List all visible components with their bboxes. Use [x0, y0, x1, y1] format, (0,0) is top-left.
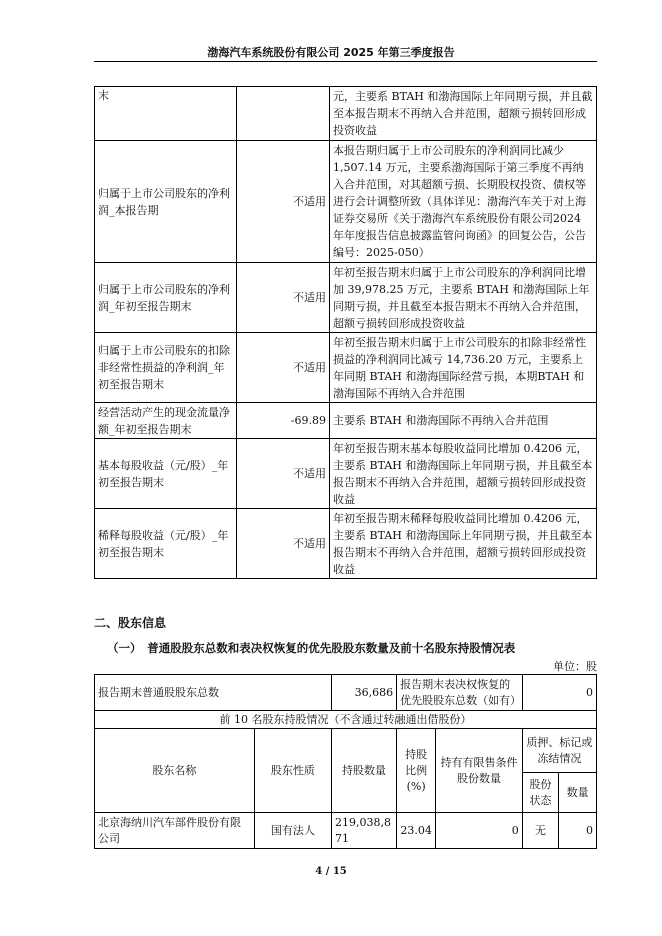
table-row — [95, 813, 597, 849]
item-cell: 末 — [95, 87, 237, 141]
col-header-restricted: 持有有限售条件股份数量 — [436, 729, 522, 813]
holder-name: 北京海纳川汽车部件股份有限公司 — [95, 813, 255, 849]
amount-cell: 不适用 — [237, 439, 330, 509]
reason-cell: 年初至报告期末归属于上市公司股东的扣除非经常性损益的净利润同比减亏 14,736.20 万元，主要系上年同期 BTAH 和渤海国际经营亏损，本期BTAH 和渤海国际不再纳入合并范围 — [330, 333, 597, 403]
table-row — [95, 333, 597, 403]
reason-cell: 年初至报告期末归属于上市公司股东的净利润同比增加 39,978.25 万元，主要系 BTAH 和渤海国际上年同期亏损，并且截至本报告期末不再纳入合并范围，超额亏损转回形成投资收益 — [330, 263, 597, 333]
report-header: 渤海汽车系统股份有限公司 2025 年第三季度报告 — [207, 46, 455, 59]
holder-shares: 219,038,871 — [332, 813, 397, 849]
item-cell: 归属于上市公司股东的净利润_年初至报告期末 — [95, 263, 237, 333]
total-holders-value: 36,686 — [332, 675, 397, 711]
reason-cell: 主要系 BTAH 和渤海国际不再纳入合并范围 — [330, 403, 597, 439]
total-holders-label: 报告期末普通股股东总数 — [95, 675, 332, 711]
col-header-pledge: 质押、标记或冻结情况 — [522, 729, 596, 773]
reason-cell: 本报告期归属于上市公司股东的净利润同比减少1,507.14 万元，主要系渤海国际于第三季度不再纳入合并范围，对其超额亏损、长期股权投资、债权等进行会计调整所致（具体详见：渤海汽车关于对上海证券交易所《关于渤海汽车系统股份有限公司2024 年年度报告信息披露监管问询函》的回复公告，公告编号：2025-050） — [330, 141, 597, 263]
col-header-shares: 持股数量 — [332, 729, 397, 813]
amount-cell: 不适用 — [237, 509, 330, 579]
amount-cell: -69.89 — [237, 403, 330, 439]
holder-ratio: 23.04 — [397, 813, 436, 849]
table-row — [95, 509, 597, 579]
reason-cell: 年初至报告期末基本每股收益同比增加 0.4206 元，主要系 BTAH 和渤海国际上年同期亏损，并且截至本报告期末不再纳入合并范围，超额亏损转回形成投资收益 — [330, 439, 597, 509]
col-header-nature: 股东性质 — [254, 729, 331, 813]
item-cell: 稀释每股收益（元/股）_年初至报告期末 — [95, 509, 237, 579]
table-row — [95, 403, 597, 439]
amount-cell: 不适用 — [237, 141, 330, 263]
top10-caption: 前 10 名股东持股情况（不含通过转融通出借股份） — [95, 711, 597, 729]
item-cell: 归属于上市公司股东的扣除非经常性损益的净利润_年初至报告期末 — [95, 333, 237, 403]
table-row — [95, 87, 597, 141]
item-cell: 经营活动产生的现金流量净额_年初至报告期末 — [95, 403, 237, 439]
holder-qty: 0 — [559, 813, 597, 849]
table-row — [95, 729, 597, 773]
item-cell: 归属于上市公司股东的净利润_本报告期 — [95, 141, 237, 263]
amount-cell: 不适用 — [237, 263, 330, 333]
table-row — [95, 439, 597, 509]
table-row — [95, 141, 597, 263]
unit-label: 单位：股 — [553, 660, 597, 673]
header-divider — [94, 61, 597, 62]
shareholder-table — [94, 674, 597, 849]
table-row — [95, 675, 597, 711]
item-cell: 基本每股收益（元/股）_年初至报告期末 — [95, 439, 237, 509]
table-row — [95, 263, 597, 333]
holder-status: 无 — [522, 813, 559, 849]
section-title: 二、股东信息 — [94, 616, 167, 630]
holder-nature: 国有法人 — [254, 813, 331, 849]
col-header-status: 股份状态 — [522, 773, 559, 813]
col-header-qty: 数量 — [559, 773, 597, 813]
reason-cell: 元，主要系 BTAH 和渤海国际上年同期亏损，并且截至本报告期末不再纳入合并范围，超额亏损转回形成投资收益 — [330, 87, 597, 141]
table-row — [95, 711, 597, 729]
pref-holders-value: 0 — [522, 675, 596, 711]
amount-cell — [237, 87, 330, 141]
change-reason-table — [94, 86, 597, 579]
pref-holders-label: 报告期末表决权恢复的优先股股东总数（如有） — [397, 675, 523, 711]
subsection-title: （一） 普通股股东总数和表决权恢复的优先股股东数量及前十名股东持股情况表 — [107, 641, 516, 655]
col-header-name: 股东名称 — [95, 729, 255, 813]
amount-cell: 不适用 — [237, 333, 330, 403]
col-header-ratio: 持股比例(%) — [397, 729, 436, 813]
holder-restricted: 0 — [436, 813, 522, 849]
reason-cell: 年初至报告期末稀释每股收益同比增加 0.4206 元，主要系 BTAH 和渤海国际上年同期亏损，并且截至本报告期末不再纳入合并范围，超额亏损转回形成投资收益 — [330, 509, 597, 579]
page-number: 4 / 15 — [315, 866, 347, 877]
